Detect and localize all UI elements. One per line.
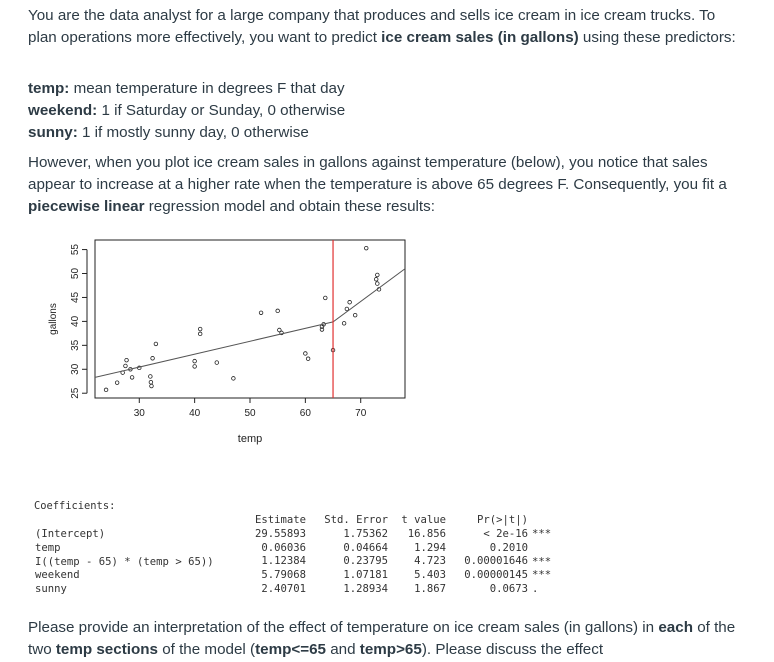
stderr-value: 1.75362	[343, 527, 388, 540]
header-tvalue: t value	[401, 514, 446, 526]
coef-stderrs	[310, 514, 388, 597]
y-tick-label: 25	[70, 387, 81, 399]
significance-code: .	[532, 583, 539, 596]
intro-paragraph: You are the data analyst for a large company that produces and sells ice cream in ice cream trucks. To plan operations more effectively, you want to predict ice cream sales (in gallons) using these predictors:	[28, 7, 736, 46]
tvalue-value: 5.403	[414, 569, 446, 582]
tvalue-value: 16.856	[407, 527, 446, 540]
y-tick-label: 55	[70, 244, 81, 256]
significance-code: ***	[532, 555, 552, 568]
data-point	[374, 277, 378, 281]
data-point	[259, 311, 263, 315]
coef-estimates	[240, 514, 306, 597]
data-point	[104, 388, 108, 392]
data-points	[104, 246, 381, 391]
header-pvalue: Pr(>|t|)	[476, 514, 528, 526]
pvalue-value: 0.2010	[489, 541, 528, 554]
coef-name: temp	[35, 541, 61, 554]
tvalue-value: 4.723	[414, 555, 446, 568]
bottom-paragraph: Please provide an interpretation of the effect of temperature on ice cream sales (in gallons) in each of the two temp sections of the model (temp<=65 and temp>65). Please discuss the effect	[28, 619, 736, 658]
data-point	[198, 327, 202, 331]
pvalue-value: 0.00001646	[464, 555, 528, 568]
coef-name: (Intercept)	[35, 528, 106, 540]
y-tick-label: 40	[70, 315, 81, 327]
stderr-value: 1.28934	[343, 582, 388, 595]
data-point	[198, 332, 202, 336]
x-tick-label: 40	[189, 408, 201, 419]
variable-sunny: sunny: 1 if mostly sunny day, 0 otherwise	[28, 124, 309, 141]
data-point	[376, 282, 380, 286]
data-point	[151, 356, 155, 360]
stderr-value: 0.04664	[343, 541, 388, 554]
data-point	[154, 342, 158, 346]
data-point	[232, 377, 236, 381]
estimate-value: 5.79068	[261, 569, 306, 582]
x-tick-label: 50	[244, 408, 256, 419]
pvalue-value: 0.00000145	[464, 569, 528, 582]
variable-temp: temp: mean temperature in degrees F that day	[28, 80, 345, 97]
x-tick-label: 60	[299, 408, 311, 419]
y-axis-label: gallons	[48, 303, 59, 335]
variable-list	[28, 78, 748, 144]
data-point	[149, 375, 153, 379]
data-point	[130, 376, 134, 380]
coef-name: I((temp - 65) * (temp > 65))	[35, 555, 214, 568]
y-axis	[70, 244, 87, 399]
coefficients-label: Coefficients:	[34, 500, 116, 512]
coef-names	[35, 528, 214, 597]
data-point	[348, 300, 352, 304]
y-tick-label: 45	[70, 291, 81, 304]
data-point	[125, 358, 129, 362]
estimate-value: 1.12384	[261, 555, 306, 568]
data-point	[193, 365, 197, 369]
coef-name: weekend	[35, 569, 80, 582]
tvalue-value: 1.294	[414, 541, 446, 554]
stderr-value: 0.23795	[343, 555, 388, 568]
coef-significance	[532, 528, 551, 597]
fitted-line	[95, 269, 405, 378]
stderr-value: 1.07181	[343, 569, 388, 582]
estimate-value: 0.06036	[261, 541, 306, 554]
pvalue-value: < 2e-16	[483, 527, 528, 540]
plot-frame	[95, 240, 405, 398]
significance-code	[532, 542, 551, 556]
data-point	[124, 364, 128, 368]
data-point	[149, 380, 153, 384]
y-tick-label: 35	[70, 339, 81, 351]
header-estimate: Estimate	[254, 514, 306, 526]
data-point	[342, 322, 346, 326]
x-tick-label: 70	[355, 408, 367, 419]
x-tick-label: 30	[133, 408, 145, 419]
data-point	[353, 313, 357, 317]
data-point	[115, 381, 119, 385]
y-tick-label: 50	[70, 267, 81, 280]
variable-weekend: weekend: 1 if Saturday or Sunday, 0 otherwise	[28, 102, 346, 119]
y-tick-label: 30	[70, 363, 81, 375]
data-point	[376, 273, 380, 277]
estimate-value: 2.40701	[261, 582, 306, 595]
however-paragraph: However, when you plot ice cream sales in gallons against temperature (below), you notice that sales appear to increase at a higher rate when the temperature is above 65 degrees F. Consequently, you fit a piecewise linear regression model and obtain these results:	[28, 154, 727, 215]
tvalue-value: 1.867	[414, 582, 446, 595]
coef-tvalues	[390, 514, 446, 597]
pvalue-value: 0.0673	[489, 582, 528, 595]
x-axis-label: temp	[237, 433, 263, 445]
data-point	[215, 361, 219, 365]
header-stderr: Std. Error	[324, 514, 388, 526]
estimate-value: 29.55893	[254, 527, 306, 540]
data-point	[276, 309, 280, 313]
data-point	[150, 384, 154, 388]
significance-code: ***	[532, 528, 552, 540]
data-point	[304, 352, 308, 356]
data-point	[193, 359, 197, 363]
scatter-plot	[40, 230, 420, 455]
data-point	[306, 357, 310, 361]
data-point	[364, 246, 368, 250]
x-axis	[134, 398, 367, 419]
data-point	[323, 296, 327, 300]
significance-code: ***	[532, 569, 552, 582]
coef-pvalues	[448, 514, 528, 597]
coef-name: sunny	[35, 583, 67, 596]
